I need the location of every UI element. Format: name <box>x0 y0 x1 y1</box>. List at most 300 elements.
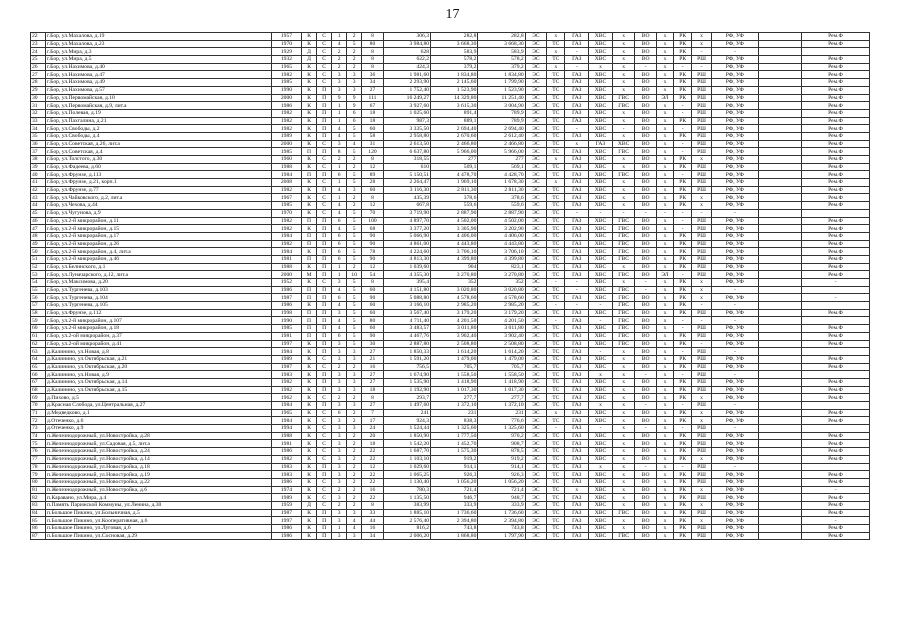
cell-chute: х <box>692 33 711 41</box>
cell-series: П <box>317 325 332 333</box>
cell-year-built: 1997 <box>271 340 301 348</box>
cell-gas: ГАЗ <box>565 478 589 486</box>
cell-cold-water: ХВС <box>589 509 613 517</box>
cell-cold-water: х <box>589 371 613 379</box>
cell-living-area: 3 270,80 <box>431 271 478 279</box>
cell-heating: ТС <box>547 463 565 471</box>
cell-series: П <box>317 340 332 348</box>
cell-apartments: 8 <box>362 194 384 202</box>
cell-total-area: 6 637,80 <box>383 148 430 156</box>
cell-electricity: ЭС <box>525 255 547 263</box>
cell-wall-type: К <box>302 494 317 502</box>
cell-heating: ТС <box>547 263 565 271</box>
cell-sections: 1 <box>332 263 347 271</box>
cell-sewerage: ВО <box>635 94 657 102</box>
cell-electricity: ЭС <box>525 448 547 456</box>
cell-apartments: 17 <box>362 417 384 425</box>
cell-gas: ГАЗ <box>565 148 589 156</box>
cell-repair-fund: Рем.Ф <box>802 509 870 517</box>
cell-electricity: ЭС <box>525 202 547 210</box>
cell-row-number: 34 <box>31 125 46 133</box>
cell-year-built: 1982 <box>271 109 301 117</box>
cell-cold-water: ХВС <box>589 79 613 87</box>
cell-stove: х <box>656 263 673 271</box>
cell-floors: 5 <box>347 171 362 179</box>
cell-chute: РШ <box>692 478 711 486</box>
cell-series: С <box>317 33 332 41</box>
cell-hot-water: ГВС <box>612 317 635 325</box>
cell-extra <box>759 325 802 333</box>
cell-roof: РК <box>674 294 692 302</box>
cell-electricity: ЭС <box>525 386 547 394</box>
cell-wall-type: К <box>302 463 317 471</box>
cell-living-area: 914,1 <box>431 463 478 471</box>
cell-sewerage: ВО <box>635 471 657 479</box>
cell-address: г.Бор, ул.Фрунзе, д.21, корп.1 <box>46 179 272 187</box>
cell-floors: 5 <box>347 179 362 187</box>
cell-roof: РК <box>674 263 692 271</box>
cell-year-built: 1994 <box>271 425 301 433</box>
cell-floors: 5 <box>347 309 362 317</box>
cell-heating: - <box>547 279 565 287</box>
cell-address: г.Бор, ул.2-ой микрорайон, д.41 <box>46 340 272 348</box>
cell-cold-water: ХВС <box>589 56 613 64</box>
cell-extra <box>759 517 802 525</box>
cell-chute: х <box>692 202 711 210</box>
cell-funds: РФ, УФ <box>711 140 758 148</box>
cell-sections: 2 <box>332 501 347 509</box>
cell-living-area: 333,9 <box>431 501 478 509</box>
cell-total-area: 3 927,60 <box>383 102 430 110</box>
cell-repair-fund: Рем.Ф <box>802 71 870 79</box>
cell-total-area: 241 <box>383 409 430 417</box>
cell-living-area: 569,1 <box>431 163 478 171</box>
cell-extra <box>759 494 802 502</box>
cell-sections: 3 <box>332 348 347 356</box>
cell-total-area: 4 813,30 <box>383 255 430 263</box>
cell-roof: - <box>674 171 692 179</box>
cell-wall-type: К <box>302 371 317 379</box>
cell-hot-water: х <box>612 40 635 48</box>
cell-repair-fund: Рем.Ф <box>802 432 870 440</box>
cell-stove: х <box>656 394 673 402</box>
cell-cold-water: ХВС <box>589 325 613 333</box>
cell-gas: - <box>565 279 589 287</box>
cell-roof: РК <box>674 494 692 502</box>
cell-wall-type: П <box>302 332 317 340</box>
cell-repair-fund: Рем.Ф <box>802 40 870 48</box>
cell-gas: ГАЗ <box>565 79 589 87</box>
cell-floors: 5 <box>347 217 362 225</box>
cell-apartments: 8 <box>362 394 384 402</box>
cell-series: П <box>317 109 332 117</box>
cell-total-area: 610 <box>383 163 430 171</box>
cell-wall-type: К <box>302 63 317 71</box>
cell-residential-area: 743,8 <box>478 525 525 533</box>
cell-sections: 3 <box>332 478 347 486</box>
cell-roof: РК <box>674 156 692 164</box>
cell-wall-type: К <box>302 194 317 202</box>
table-row <box>31 263 870 271</box>
cell-year-built: 1982 <box>271 386 301 394</box>
cell-gas: ГАЗ <box>565 186 589 194</box>
cell-wall-type: К <box>302 363 317 371</box>
cell-apartments: 18 <box>362 386 384 394</box>
cell-row-number: 47 <box>31 225 46 233</box>
cell-heating: ТС <box>547 501 565 509</box>
cell-hot-water: ГВС <box>612 302 635 310</box>
cell-cold-water: ХВС <box>589 340 613 348</box>
cell-sections: 1 <box>332 525 347 533</box>
cell-funds: РФ, УФ <box>711 186 758 194</box>
cell-address: д.Калинино, ул.Октябрьская, д.20 <box>46 363 272 371</box>
cell-apartments: 60 <box>362 125 384 133</box>
cell-apartments: 8 <box>362 156 384 164</box>
cell-residential-area: 926,3 <box>478 471 525 479</box>
table-row <box>31 86 870 94</box>
cell-funds: РФ, УФ <box>711 509 758 517</box>
cell-living-area: 1 325,60 <box>431 425 478 433</box>
cell-sewerage: ВО <box>635 225 657 233</box>
cell-address: г.Бор, ул.Нахимова, д.49 <box>46 79 272 87</box>
cell-living-area: 2 466,80 <box>431 140 478 148</box>
table-row <box>31 48 870 56</box>
cell-living-area: 3 179,20 <box>431 309 478 317</box>
cell-address: п.Железнодорожный, ул.Новостройка, д.24 <box>46 448 272 456</box>
table-row <box>31 71 870 79</box>
cell-repair-fund <box>802 425 870 433</box>
cell-address: д.Пихово, д.5 <box>46 394 272 402</box>
cell-chute: - <box>692 340 711 348</box>
cell-cold-water: ХВС <box>589 102 613 110</box>
table-row <box>31 486 870 494</box>
cell-stove: х <box>656 371 673 379</box>
cell-roof: РК <box>674 232 692 240</box>
cell-extra <box>759 309 802 317</box>
cell-extra <box>759 332 802 340</box>
cell-cold-water: ХВС <box>589 255 613 263</box>
cell-year-built: 1967 <box>271 194 301 202</box>
cell-apartments: 8 <box>362 501 384 509</box>
cell-gas: ГАЗ <box>565 225 589 233</box>
cell-series: С <box>317 355 332 363</box>
cell-apartments: 60 <box>362 309 384 317</box>
cell-address: д.Отеченко, д.9 <box>46 425 272 433</box>
cell-floors: 3 <box>347 378 362 386</box>
cell-sewerage: - <box>635 463 657 471</box>
cell-sewerage: ВО <box>635 271 657 279</box>
cell-funds: РФ, УФ <box>711 79 758 87</box>
cell-roof: - <box>674 317 692 325</box>
cell-sections: 6 <box>332 248 347 256</box>
cell-sections: 3 <box>332 402 347 410</box>
cell-wall-type: К <box>302 279 317 287</box>
cell-stove: х <box>656 471 673 479</box>
cell-total-area: 293,7 <box>383 394 430 402</box>
cell-sections: 2 <box>332 48 347 56</box>
cell-residential-area: 3 270,80 <box>478 271 525 279</box>
cell-year-built: 1986 <box>271 302 301 310</box>
cell-stove: х <box>656 525 673 533</box>
cell-stove: х <box>656 102 673 110</box>
table-row <box>31 501 870 509</box>
cell-hot-water: х <box>612 279 635 287</box>
cell-address: г.Бор, ул.2-й микрорайон, д.17 <box>46 232 272 240</box>
cell-extra <box>759 240 802 248</box>
cell-row-number: 59 <box>31 317 46 325</box>
cell-extra <box>759 440 802 448</box>
cell-gas: ГАЗ <box>565 348 589 356</box>
cell-extra <box>759 48 802 56</box>
cell-electricity: ЭС <box>525 417 547 425</box>
cell-extra <box>759 432 802 440</box>
cell-address: г.Бор, ул.Чайковского, д.2, лит.а <box>46 194 272 202</box>
cell-floors: 2 <box>347 263 362 271</box>
cell-residential-area: 1 056,20 <box>478 478 525 486</box>
cell-heating: ТС <box>547 194 565 202</box>
cell-sewerage: ВО <box>635 294 657 302</box>
page-number: 17 <box>445 7 460 22</box>
cell-year-built: 1986 <box>271 448 301 456</box>
cell-address: г.Бор, ул.Пахгалина, д.21 <box>46 117 272 125</box>
cell-living-area: 1 834,80 <box>431 71 478 79</box>
cell-residential-area: 1 797,90 <box>478 532 525 540</box>
cell-roof: РК <box>674 455 692 463</box>
cell-stove: х <box>656 363 673 371</box>
cell-repair-fund: Рем.Ф <box>802 478 870 486</box>
cell-stove: х <box>656 355 673 363</box>
cell-gas: ГАЗ <box>565 440 589 448</box>
table-row <box>31 455 870 463</box>
cell-floors: 3 <box>347 402 362 410</box>
cell-stove: ЭЛ <box>656 271 673 279</box>
table-row <box>31 156 870 164</box>
cell-address: г.Бор, ул.Нахимова, д.57 <box>46 86 272 94</box>
cell-row-number: 45 <box>31 209 46 217</box>
cell-apartments: 90 <box>362 294 384 302</box>
cell-wall-type: К <box>302 532 317 540</box>
cell-roof: РК <box>674 509 692 517</box>
cell-residential-area: 1 614,20 <box>478 348 525 356</box>
cell-living-area: 705,7 <box>431 363 478 371</box>
cell-living-area: 1 523,90 <box>431 86 478 94</box>
cell-series: П <box>317 309 332 317</box>
cell-roof: РК <box>674 525 692 533</box>
cell-floors: 2 <box>347 202 362 210</box>
cell-stove: х <box>656 171 673 179</box>
cell-sections: 3 <box>332 532 347 540</box>
cell-repair-fund: Рем.Ф <box>802 255 870 263</box>
cell-repair-fund <box>802 48 870 56</box>
cell-sewerage: - <box>635 402 657 410</box>
cell-address: п.Железнодорожный, ул.Новостройка, д.28 <box>46 432 272 440</box>
cell-living-area: 926,3 <box>431 471 478 479</box>
cell-funds: РФ, УФ <box>711 163 758 171</box>
cell-wall-type: Д <box>302 48 317 56</box>
cell-living-area: 277 <box>431 156 478 164</box>
cell-total-area: 4 224,60 <box>383 248 430 256</box>
cell-address: г.Бор, ул.Фрунзе, д.113 <box>46 171 272 179</box>
cell-chute: РШ <box>692 386 711 394</box>
cell-residential-area: 948,7 <box>478 494 525 502</box>
cell-gas: ГАЗ <box>565 171 589 179</box>
cell-floors: 3 <box>347 371 362 379</box>
cell-apartments: 8 <box>362 56 384 64</box>
cell-funds: - <box>711 48 758 56</box>
cell-cold-water: х <box>589 63 613 71</box>
cell-funds: РФ, УФ <box>711 94 758 102</box>
cell-year-built: 2000 <box>271 140 301 148</box>
cell-floors: 5 <box>347 132 362 140</box>
cell-wall-type: К <box>302 355 317 363</box>
cell-electricity: ЭС <box>525 486 547 494</box>
cell-repair-fund: Рем.Ф <box>802 378 870 386</box>
cell-residential-area: 721,4 <box>478 486 525 494</box>
cell-row-number: 64 <box>31 355 46 363</box>
cell-repair-fund: Рем.Ф <box>802 94 870 102</box>
cell-sections: 3 <box>332 79 347 87</box>
cell-cold-water: х <box>589 402 613 410</box>
cell-gas: ГАЗ <box>565 417 589 425</box>
cell-hot-water: х <box>612 378 635 386</box>
cell-wall-type: М <box>302 271 317 279</box>
cell-extra <box>759 525 802 533</box>
cell-row-number: 68 <box>31 386 46 394</box>
cell-year-built: 1982 <box>271 240 301 248</box>
cell-stove: х <box>656 501 673 509</box>
cell-wall-type: К <box>302 402 317 410</box>
cell-floors: 4 <box>347 140 362 148</box>
cell-series: П <box>317 125 332 133</box>
cell-cold-water: ХВС <box>589 163 613 171</box>
cell-sewerage: ВО <box>635 432 657 440</box>
cell-electricity: ЭС <box>525 148 547 156</box>
cell-floors: 3 <box>347 86 362 94</box>
cell-extra <box>759 271 802 279</box>
cell-address: г.Бор, ул.Фрунзе, д.77 <box>46 186 272 194</box>
cell-heating: ТС <box>547 478 565 486</box>
cell-cold-water: - <box>589 348 613 356</box>
cell-year-built: 1984 <box>271 402 301 410</box>
cell-cold-water: ХВС <box>589 86 613 94</box>
cell-wall-type: К <box>302 478 317 486</box>
cell-funds: РФ, УФ <box>711 501 758 509</box>
cell-residential-area: 3 706,10 <box>478 248 525 256</box>
cell-wall-type: К <box>302 417 317 425</box>
cell-year-built: 1986 <box>271 525 301 533</box>
table-row <box>31 363 870 371</box>
cell-heating: ТС <box>547 325 565 333</box>
cell-electricity: ЭС <box>525 471 547 479</box>
cell-address: г.Бор, ул.2-й микрорайон, д.15 <box>46 225 272 233</box>
cell-sections: 3 <box>332 471 347 479</box>
table-row <box>31 140 870 148</box>
cell-stove: х <box>656 48 673 56</box>
cell-living-area: 4 443,80 <box>431 240 478 248</box>
cell-chute: РШ <box>692 163 711 171</box>
cell-wall-type: К <box>302 225 317 233</box>
cell-extra <box>759 348 802 356</box>
cell-heating: х <box>547 179 565 187</box>
cell-row-number: 46 <box>31 217 46 225</box>
cell-heating: ТС <box>547 240 565 248</box>
cell-series: П <box>317 255 332 263</box>
cell-living-area: 4 201,50 <box>431 317 478 325</box>
cell-sections: 8 <box>332 148 347 156</box>
cell-electricity: ЭС <box>525 179 547 187</box>
cell-total-area: 1 524,44 <box>383 425 430 433</box>
cell-apartments: 7 <box>362 409 384 417</box>
cell-address: г.Бор, ул.Махалова, д.19 <box>46 33 272 41</box>
cell-apartments: 18 <box>362 440 384 448</box>
cell-wall-type: К <box>302 33 317 41</box>
cell-funds: РФ, УФ <box>711 255 758 263</box>
cell-row-number: 56 <box>31 294 46 302</box>
cell-roof: - <box>674 209 692 217</box>
cell-hot-water: х <box>612 471 635 479</box>
cell-series: П <box>317 302 332 310</box>
cell-funds: РФ, УФ <box>711 102 758 110</box>
cell-heating: ТС <box>547 432 565 440</box>
cell-chute: РШ <box>692 371 711 379</box>
cell-row-number: 63 <box>31 348 46 356</box>
cell-heating: ТС <box>547 40 565 48</box>
cell-heating: ТС <box>547 248 565 256</box>
cell-apartments: 24 <box>362 425 384 433</box>
cell-extra <box>759 56 802 64</box>
cell-extra <box>759 463 802 471</box>
cell-residential-area: 3 202,90 <box>478 225 525 233</box>
cell-cold-water: ХВС <box>589 271 613 279</box>
cell-total-area: 1 029,60 <box>383 463 430 471</box>
cell-total-area: 1 674,90 <box>383 371 430 379</box>
cell-heating: ТС <box>547 148 565 156</box>
cell-series: П <box>317 509 332 517</box>
cell-address: п.Железнодорожный, ул.Новостройка, д.6 <box>46 486 272 494</box>
cell-floors: 3 <box>347 355 362 363</box>
table-row <box>31 309 870 317</box>
cell-year-built: 1982 <box>271 117 301 125</box>
table-row <box>31 163 870 171</box>
cell-living-area: 4 399,80 <box>431 255 478 263</box>
cell-electricity: ЭС <box>525 348 547 356</box>
cell-sewerage: - <box>635 371 657 379</box>
cell-living-area: 2 508,80 <box>431 340 478 348</box>
cell-chute: РШ <box>692 332 711 340</box>
cell-sections: 4 <box>332 325 347 333</box>
cell-total-area: 5 088,80 <box>383 294 430 302</box>
cell-stove: - <box>656 209 673 217</box>
cell-electricity: ЭС <box>525 371 547 379</box>
cell-cold-water: ХВС <box>589 232 613 240</box>
cell-chute: РШ <box>692 325 711 333</box>
cell-row-number: 22 <box>31 33 46 41</box>
cell-living-area: 838,3 <box>431 417 478 425</box>
cell-gas: - <box>565 286 589 294</box>
cell-roof: РК <box>674 94 692 102</box>
cell-row-number: 39 <box>31 163 46 171</box>
cell-address: г.Бор, ул.Полевая, д.19 <box>46 109 272 117</box>
cell-living-area: 4 578,60 <box>431 294 478 302</box>
cell-electricity: ЭС <box>525 279 547 287</box>
cell-gas: ГАЗ <box>565 363 589 371</box>
cell-repair-fund: Рем.Ф <box>802 494 870 502</box>
cell-residential-area: 4 443,80 <box>478 240 525 248</box>
cell-year-built: 1989 <box>271 494 301 502</box>
cell-extra <box>759 425 802 433</box>
cell-heating: ТС <box>547 186 565 194</box>
cell-series: П <box>317 402 332 410</box>
